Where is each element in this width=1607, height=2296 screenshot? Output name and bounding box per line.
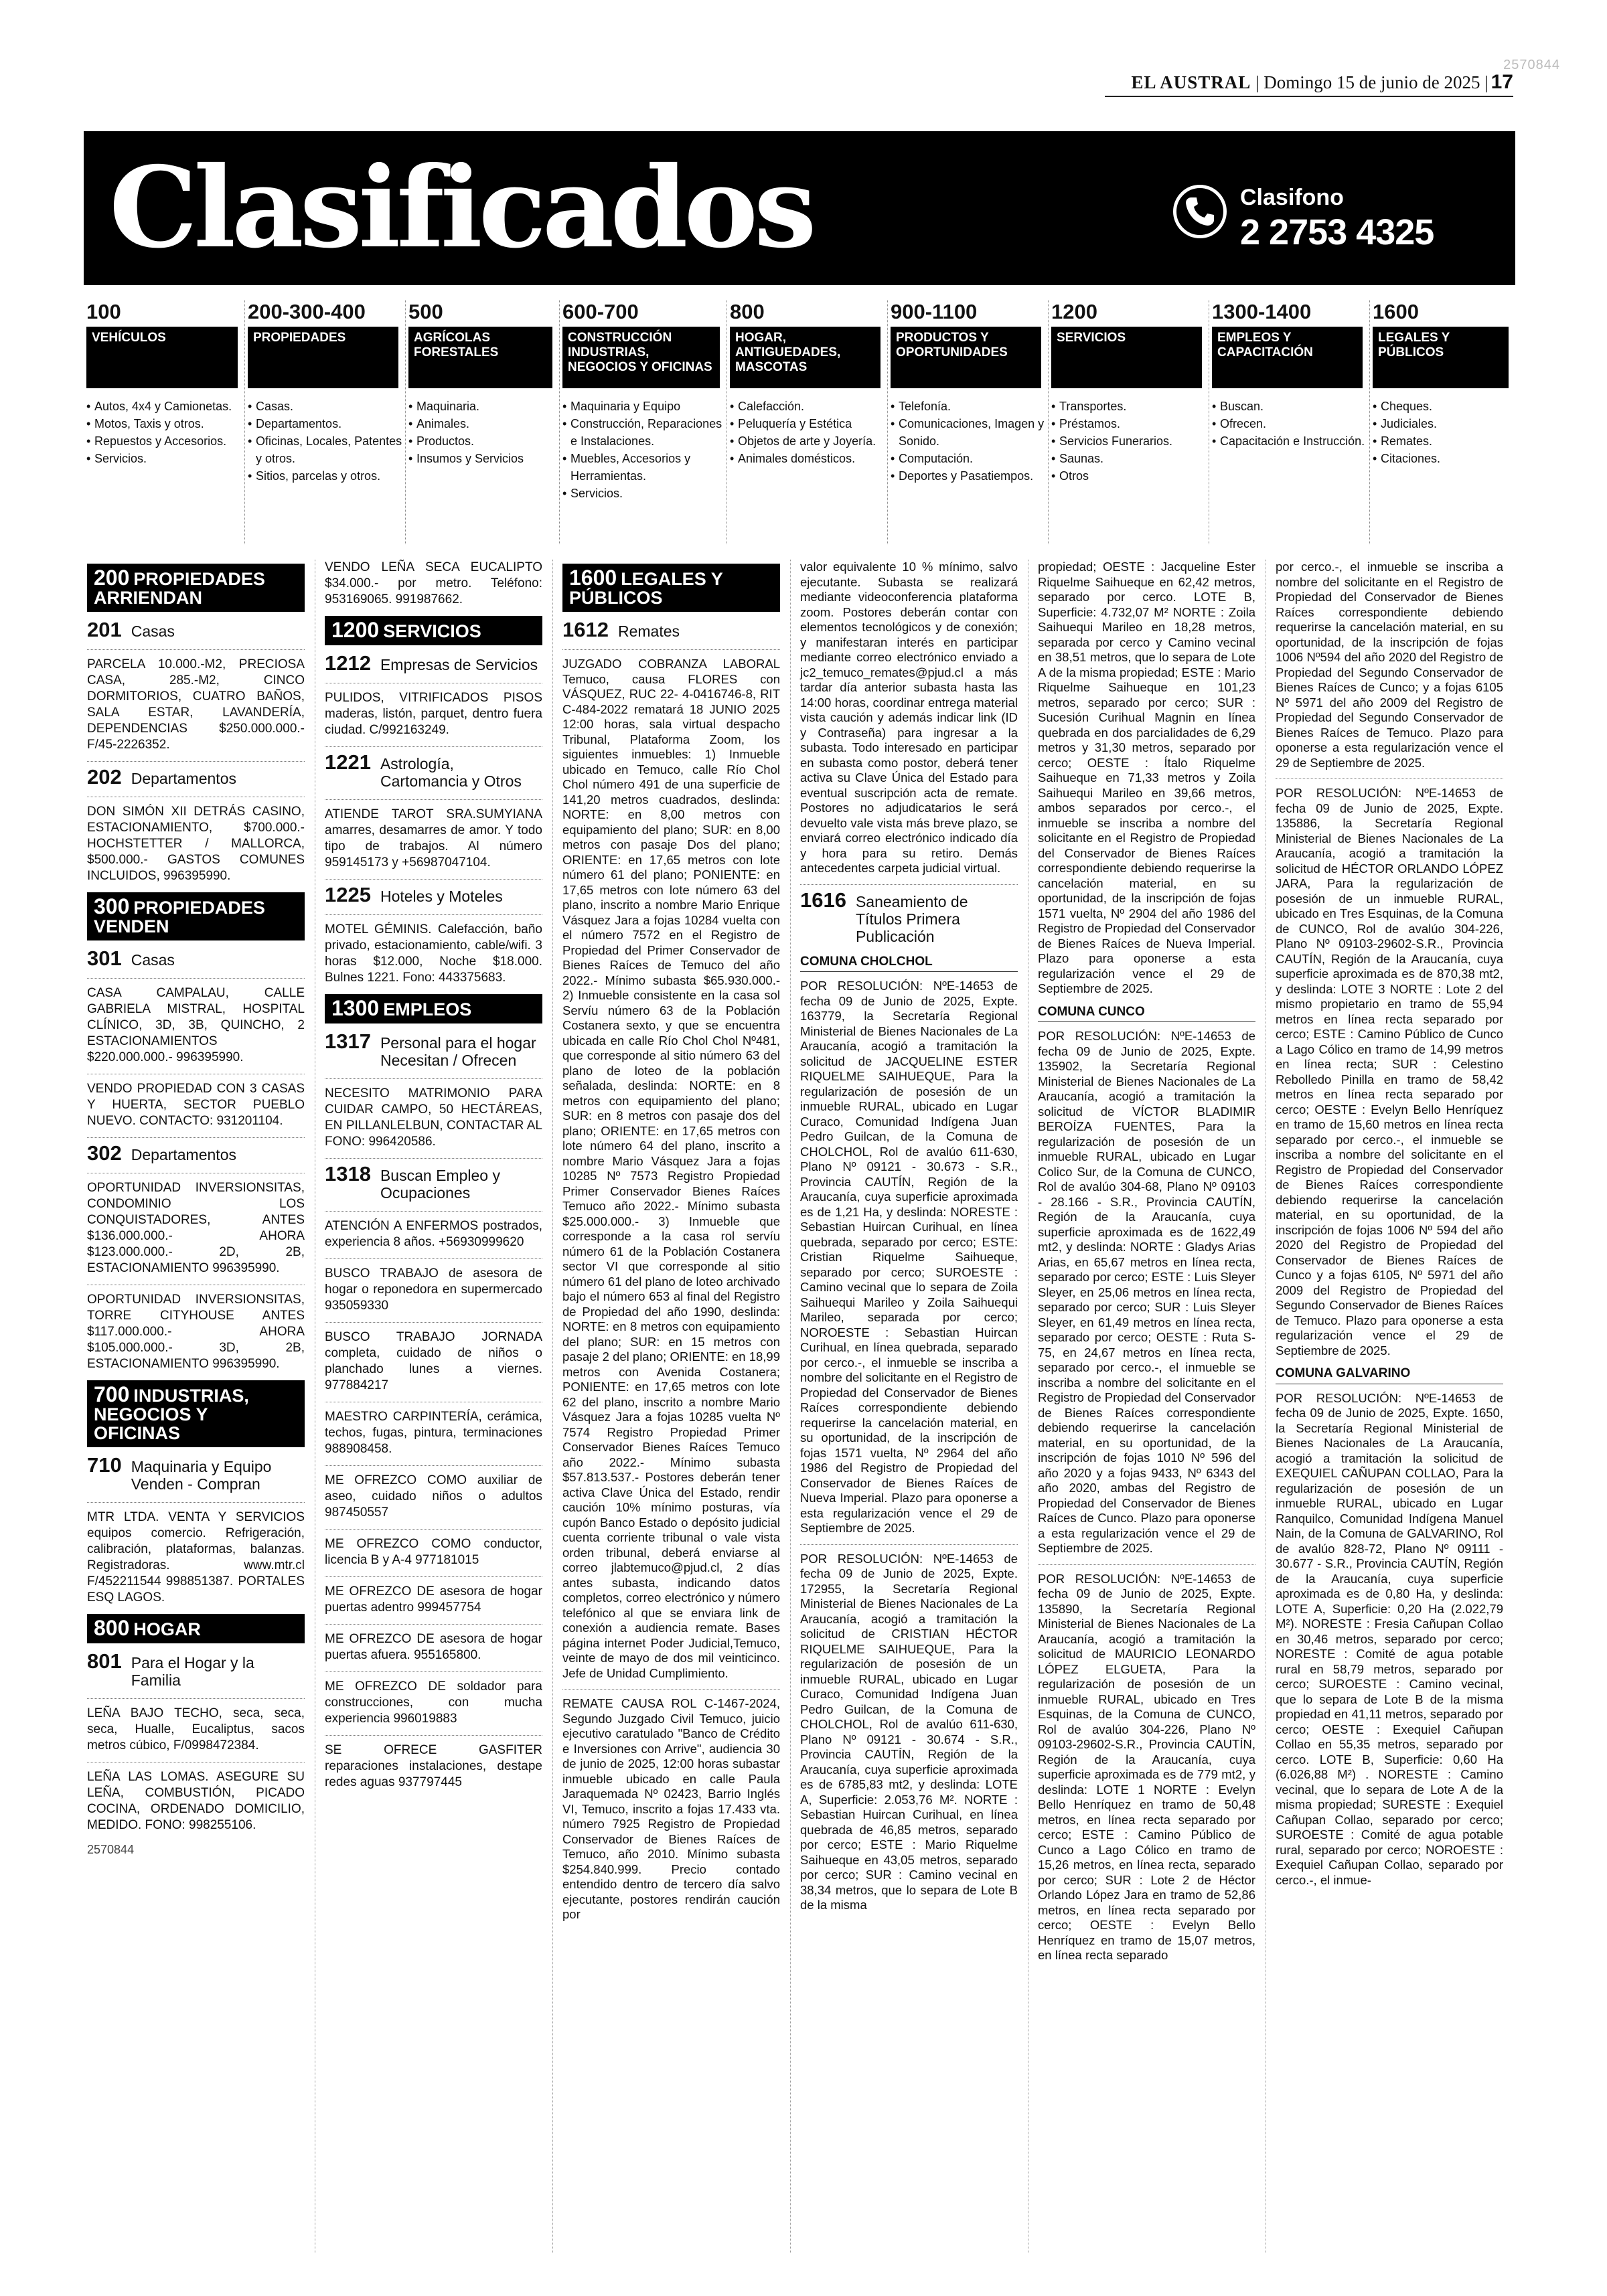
category-item: • Servicios.: [562, 485, 726, 502]
legal-notice: POR RESOLUCIÓN: NºE-14653 de fecha 09 de Junio de 2025, Expte. 135886, la Secretaría Regional Ministerial de Bienes Nacionales de La Araucanía, acogió a tramitación la solicitud de HÉCTOR ORLANDO LÓPEZ JARA, Para la regularización de posesión de un inmueble RURAL, ubicado en Tres Esquinas, de la Comuna de CUNCO, Rol de avalúo 304-226, Plano Nº 09103-29602-S.R., Provincia CAUTÍN, Región de la Araucanía, cuya superficie aproximada es de 870,38 mt2, y deslinda: LOTE 3 NORTE : Lote 2 del mismo propietario en tramo de 55,94 metros en línea recta separado por cerco; ESTE : Camino Público de Cunco a Lago Cólico en tramo de 14,99 metros en línea recta; SUR : Celestino Rebolledo Pinilla en tramo de 58,42 metros en línea recta separado por cerco; OESTE : Evelyn Bello Henríquez en tramo de 15,60 metros en línea recta separado por cerco.-, el inmueble se inscriba a nombre del solicitante en el Registro de Propiedad del Conservador de Bienes Raíces correspondiente debiendo requerirse la cancelación material, en su oportunidad, de la inscripción de fojas 1006 Nº 594 del año 2020 del Registro de Propiedad del Conservador de Bienes Raíces de Cunco y a fojas 6105, Nº 5971 del año 2009 del Registro de Propiedad del Segundo Conservador de Bienes Raíces de Temuco. Plazo para oponerse a esta regularización vence el 29 de Septiembre de 2025.: [1276, 786, 1503, 1358]
category-900-1100: [887, 300, 1048, 544]
legal-notice: POR RESOLUCIÓN: NºE-14653 de fecha 09 de Junio de 2025, Expte. 172955, la Secretaría Regional Ministerial de Bienes Nacionales de La Araucanía, acogió a tramitación la solicitud de CRISTIAN HÉCTOR RIQUELME SAIHUEQUE, Para la regularización de posesión de un inmueble RURAL, ubicado en Lugar Curaco, Comunidad Indígena Juan Pedro Guilcan, de la Comuna de CHOLCHOL, Rol de avalúo 611-630, Plano Nº 09121 - 30.674 - S.R., Provincia CAUTÍN, Región de la Araucanía, cuya superficie aproximada es de 6785,83 mt2, y deslinda: LOTE A, Superficie: 2.053,76 M². NORTE : Sebastian Huircan Curihual, en línea quebrada de 46,85 metros, separado por cerco; ESTE : Mario Riquelme Saihueque en 43,05 metros, separado por cerco; SUR : Camino vecinal en 38,34 metros, que lo separa de Lote B de la misma: [800, 1551, 1018, 1912]
phone-icon: [1173, 185, 1227, 238]
category-item: • Telefonía.: [891, 398, 1048, 415]
subsection-1225: 1225 Hoteles y Moteles: [325, 883, 503, 906]
category-item: • Insumos y Servicios: [408, 450, 559, 467]
section-header-700: 700 INDUSTRIAS, NEGOCIOS Y OFICINAS: [87, 1380, 305, 1447]
category-item: • Saunas.: [1051, 450, 1209, 467]
subsection-302: 302 Departamentos: [87, 1141, 236, 1165]
category-code: 1600: [1373, 300, 1419, 323]
subsection-1318: 1318 Buscan Empleo y Ocupaciones: [325, 1162, 500, 1202]
category-item: • Calefacción.: [730, 398, 887, 415]
legal-notice: JUZGADO COBRANZA LABORAL Temuco, causa FLORES con VÁSQUEZ, RUC 22- 4-0416746-8, RIT C-484-2022 rematará 18 JUNIO 2025 12:00 horas, sala virtual despacho Tribunal, Plataforma Zoom, los siguientes inmuebles: 1) Inmueble ubicado en Temuco, calle Río Chol Chol número 491 de una superficie de 141,20 metros cuadrados, deslinda: NORTE: en 8,00 metros con equipamiento del plano; SUR: en 8,00 metros con pasaje Dos del plano; ORIENTE: en 17,65 metros con lote número 61 del plano; PONIENTE: en 17,65 metros con lote número 63 del plano, inscrito a nombre Mario Enrique Vásquez Jara a fojas 10284 vuelta con el número 7572 en el Registro de Propiedad del Primer Conservador de Bienes Raíces de Temuco del año 2022.- Mínimo subasta $65.930.000.- 2) Inmueble consistente en la casa sol Servíu número 63 de la Población Costanera sexto, y que se encuentra ubicada en calle Río Chol Chol Nº481, que corresponde al sitio número 63 del plano de loteo de la población señalada, deslinda: NORTE: en 8 metros con equipamiento del plano; SUR: en 8 metros con pasaje dos del plano; ORIENTE: en 17,65 metros con lote número 64 del plano, inscrito a nombre Mario Vásquez Jara a fojas 10285 Nº 7573 Registro Propiedad Primer Conservador Bienes Raíces Temuco año 2022.- Mínimo subasta $25.000.000.- 3) Inmueble que corresponde a la casa rol servíu número 61 de la Población Costanera sector VI que corresponde al sitio número 61 del plano de loteo archivado bajo el número 653 al final del Registro de Propiedad del año 1990, deslinda: NORTE: en 8 metros con equipamiento del plano; SUR: en 15 metros con pasaje 2 del plano; ORIENTE: en 18,99 metros con Avenida Costanera; PONIENTE: en 17,65 metros con lote 62 del plano, inscrito a nombre Mario Vásquez Jara a fojas 10285 vuelta Nº 7574 Registro Propiedad Primer Conservador Bienes Raíces Temuco año 2022.- Mínimo subasta $57.813.537.- Postores deberán tener activa Clave Única del Estado, rendir caución 10% mínimo posturas, vía cupón Banco Estado o depósito judicial cuenta corriente tribunal o vale vista orden tribunal, deberá enviarse al correo jlabtemuco@pjud.cl, 2 días antes subasta, indicando datos completos, correo electrónico y número telefónico al que se enviara link de conexión a audiencia remate. Bases página internet Poder Judicial,Temuco, veinte de mayo de dos mil veinticinco. Jefe de Unidad Cumplimiento.: [562, 657, 781, 1680]
category-item: • Maquinaria y Equipo: [562, 398, 726, 415]
ad-code-stamp: 2570844: [87, 1843, 135, 1856]
classified-ad: VENDO PROPIEDAD CON 3 CASAS Y HUERTA, SECTOR PUEBLO NUEVO. CONTACTO: 931201104.: [87, 1082, 305, 1128]
category-100: [84, 300, 244, 544]
category-label: VEHÍCULOS: [86, 327, 238, 388]
section-header-800: 800 HOGAR: [87, 1614, 305, 1643]
category-label: SERVICIOS: [1051, 327, 1202, 388]
section-header-1200: 1200 SERVICIOS: [325, 616, 542, 645]
legal-notice: POR RESOLUCIÓN: NºE-14653 de fecha 09 de Junio de 2025, Expte. 1650, la Secretaría Regional Ministerial de Bienes Nacionales de La Araucanía, acogió a tramitación la solicitud de EXEQUIEL CAÑUPAN COLLAO, Para la regularización de posesión de un inmueble RURAL, ubicado en Lugar Ranquilco, Comunidad Indígena Manuel Nain, de la Comuna de GALVARINO, Rol de avalúo 828-72, Plano Nº 09111 - 30.677 - S.R., Provincia CAUTÍN, Región de la Araucanía, cuya superficie aproximada es de 0,80 Ha, y deslinda: LOTE A, Superficie: 0,20 Ha (2.022,79 M²). NORESTE : Fresia Cañupan Collao en 30,46 metros, separado por cerco; NORESTE : Comité de agua potable rural en 58,79 metros, separado por cerco; SUROESTE : Camino vecinal, que lo separa de Lote B de la misma propiedad en 41,11 metros, separado por cerco; OESTE : Exequiel Cañupan Collao en 55,35 metros, separado por cerco. LOTE B, Superficie: 0,60 Ha (6.026,88 M²) . NORESTE : Camino vecinal, que lo separa de Lote A de la misma propiedad; SURESTE : Exequiel Cañupan Collao, separado por cerco; SUROESTE : Comité de agua potable rural, separado por cerco; NOROESTE : Exequiel Cañupan Collao, separado por cerco.-, el inmue-: [1276, 1390, 1503, 1887]
category-item: • Maquinaria.: [408, 398, 559, 415]
category-code: 100: [86, 300, 121, 323]
subsection-1212: 1212 Empresas de Servicios: [325, 651, 538, 675]
column-2: [325, 560, 542, 1799]
classified-ad: NECESITO MATRIMONIO PARA CUIDAR CAMPO, 50 HECTÁREAS, EN PILLANLELBUN, CONTACTAR AL FONO: 996420586.: [325, 1086, 542, 1149]
category-item: • Autos, 4x4 y Camionetas.: [86, 398, 244, 415]
category-item: • Otros: [1051, 467, 1209, 485]
category-items: [1051, 398, 1209, 485]
category-1200: [1048, 300, 1209, 544]
category-label: HOGAR, ANTIGUEDADES, MASCOTAS: [730, 327, 881, 388]
classified-ad: MAESTRO CARPINTERÍA, cerámica, techos, fugas, pintura, terminaciones 988908458.: [325, 1410, 542, 1456]
category-item: • Ofrecen.: [1212, 415, 1369, 432]
category-1300-1400: [1209, 300, 1369, 544]
category-items: [1373, 398, 1515, 467]
category-item: • Casas.: [248, 398, 405, 415]
subsection-801: 801 Para el Hogar y la Familia: [87, 1649, 254, 1689]
classified-ad: ME OFREZCO COMO auxiliar de aseo, cuidado niños o adultos 987450557: [325, 1473, 542, 1520]
category-item: • Departamentos.: [248, 415, 405, 432]
category-item: • Préstamos.: [1051, 415, 1209, 432]
category-code: 600-700: [562, 300, 639, 323]
column-4: [800, 560, 1018, 1921]
column-3: [562, 560, 780, 1931]
category-item: • Transportes.: [1051, 398, 1209, 415]
category-code: 900-1100: [891, 300, 978, 323]
category-label: PROPIEDADES: [248, 327, 398, 388]
subsection-301: 301 Casas: [87, 947, 175, 970]
category-item: • Oficinas, Locales, Patentes y otros.: [248, 432, 405, 467]
comuna-header: COMUNA CUNCO: [1038, 1005, 1255, 1023]
category-item: • Computación.: [891, 450, 1048, 467]
category-code: 1300-1400: [1212, 300, 1312, 323]
classified-ad: CASA CAMPALAU, CALLE GABRIELA MISTRAL, HOSPITAL CLÍNICO, 3D, 3B, QUINCHO, 2 ESTACIONAMIENTOS $220.000.000.- 996395990.: [87, 986, 305, 1064]
subsection-201: 201 Casas: [87, 618, 175, 641]
page-folio: EL AUSTRAL | Domingo 15 de junio de 2025 | 17: [1105, 71, 1513, 97]
classified-ad: DON SIMÓN XII DETRÁS CASINO, ESTACIONAMIENTO, $700.000.- HOCHSTETTER / MALLORCA, $500.000.- GASTOS COMUNES INCLUIDOS, 996395990.: [87, 805, 305, 883]
category-index: [84, 300, 1515, 544]
category-500: [405, 300, 559, 544]
category-item: • Comunicaciones, Imagen y Sonido.: [891, 415, 1048, 450]
category-item: • Buscan.: [1212, 398, 1369, 415]
section-title: Clasificados: [109, 143, 813, 273]
category-item: • Animales domésticos.: [730, 450, 887, 467]
issue-date: Domingo 15 de junio de 2025: [1264, 72, 1480, 92]
comuna-header: COMUNA CHOLCHOL: [800, 955, 1018, 973]
category-items: [408, 398, 559, 467]
classified-ad: PARCELA 10.000.-M2, PRECIOSA CASA, 285.-M2, CINCO DORMITORIOS, CUATRO BAÑOS, SALA ESTAR, LAVANDERÍA, DEPENDENCIAS $250.000.000.- F/45-2226352.: [87, 657, 305, 752]
subsection-1317: 1317 Personal para el hogar Necesitan / Ofrecen: [325, 1030, 536, 1069]
column-6: [1276, 560, 1503, 1896]
legal-notice: por cerco.-, el inmueble se inscriba a nombre del solicitante en el Registro de Propiedad del Conservador de Bienes Raíces correspondiente debiendo requerirse la cancelación material, en su oportunidad, de la inscripción de fojas 1006 Nº594 del año 2020 del Registro de Propiedad del Segundo Conservador de Bienes Raíces de Cunco; y a fojas 6105 Nº 5971 del año 2009 del Registro de Propiedad del Segundo Conservador de Bienes Raíces de Temuco. Plazo para oponerse a esta regularización vence el 29 de Septiembre de 2025.: [1276, 560, 1503, 770]
classified-ad: SE OFRECE GASFITER reparaciones instalaciones, destape redes aguas 937797445: [325, 1743, 542, 1789]
classified-ad: MTR LTDA. VENTA Y SERVICIOS equipos comercio. Refrigeración, calibración, plataformas, balanzas. Registradoras. www.mtr.cl F/452211544 998851387. PORTALES ESQ LAGOS.: [87, 1510, 305, 1605]
classified-ad: LEÑA BAJO TECHO, seca, seca, seca, Hualle, Eucaliptus, sacos metros cúbico, F/0998472384.: [87, 1706, 305, 1752]
classified-ad: PULIDOS, VITRIFICADOS PISOS maderas, listón, parquet, dentro fuera ciudad. C/992163249.: [325, 691, 542, 737]
category-1600: [1369, 300, 1515, 544]
legal-notice: propiedad; OESTE : Jacqueline Ester Riquelme Saihueque en 62,42 metros, separado por cerco. LOTE B, Superficie: 4.732,07 M² NORTE : Zoila Saihuequi Marileo en 18,28 metros, separada por cerco y Camino vecinal en 38,51 metros, que lo separa de Lote A de la misma propiedad; ESTE : Mario Riquelme Saihueque en 101,23 metros, separado por cerco; SUR : Sucesión Curihual Magnin en línea quebrada en dos parcialidades de 6,29 metros y 31,30 metros, separado por cerco; OESTE : Ítalo Riquelme Saihueque en 71,33 metros y Zoila Saihuequi Marileo en 39,66 metros, ambos separados por cerco.-, el inmueble se inscriba a nombre del solicitante en el Registro de Propiedad del Conservador de Bienes Raíces correspondiente debiendo requerirse la cancelación material, en su oportunidad, de la inscripción de fojas 1571 vuelta, Nº 2904 del año 1986 del Registro de Propiedad del Conservador de Bienes Raíces de Nueva Imperial. Plazo para oponerse a esta regularización vence el 29 de Septiembre de 2025.: [1038, 560, 1255, 995]
category-item: • Servicios Funerarios.: [1051, 432, 1209, 450]
classified-ad: ME OFREZCO DE soldador para construcciones, con mucha experiencia 996019883: [325, 1679, 542, 1726]
category-label: CONSTRUCCIÓN INDUSTRIAS, NEGOCIOS Y OFICINAS: [562, 327, 720, 388]
classified-ad: ME OFREZCO COMO conductor, licencia B y A-4 977181015: [325, 1537, 542, 1567]
legal-notice: REMATE CAUSA ROL C-1467-2024, Segundo Juzgado Civil Temuco, juicio ejecutivo caratulado "Banco de Crédito e Inversiones con Arrive", audiencia 30 de junio de 2025, 12:00 horas subastar inmueble ubicado en calle Paula Jaraquemada Nº 02423, Barrio Inglés VI, Temuco, inscrito a fojas 17.433 vta. número 7925 Registro de Propiedad Conservador de Bienes Raíces de Temuco, año 2010. Mínimo subasta $254.840.999. Precio contado entendido dentro de tercero día salvo ejecutante, postores rendirán caución por: [562, 1696, 780, 1921]
legal-notice: valor equivalente 10 % mínimo, salvo ejecutante. Subasta se realizará mediante videoconferencia plataforma zoom. Postores deberán contar con elementos tecnológicos y de conexión; y manifestaran interés en participar mediante correo electrónico enviado a jc2_temuco_remates@pjud.cl a más tardar día anterior subasta hasta las 14:00 horas, coordinar entrega material vista caución y además indicar link (ID y Contraseña) para ingresar a la subasta. Todo interesado en participar en subasta como postor, deberá tener activa su Clave Única del Estado para eventual suscripción acta de remate. Postores no adjudicatarios le será devuelto vale vista más breve plazo, se enviará correo electrónico indicado día y hora para su retiro. Demás antecedentes carpeta judicial virtual.: [800, 560, 1018, 875]
classified-ad: LEÑA LAS LOMAS. ASEGURE SU LEÑA, COMBUSTIÓN, PICADO COCINA, ORDENADO DOMICILIO, MEDIDO. FONO: 998255106.: [87, 1770, 305, 1832]
category-items: [1212, 398, 1369, 450]
section-header-1600: 1600 LEGALES Y PÚBLICOS: [562, 564, 780, 612]
classified-ad: OPORTUNIDAD INVERSIONSITAS, CONDOMINIO LOS CONQUISTADORES, ANTES $136.000.000.- AHORA $123.000.000.- 2D, 2B, ESTACIONAMIENTO 996395990.: [87, 1181, 305, 1275]
category-item: • Objetos de arte y Joyería.: [730, 432, 887, 450]
classified-ad: ATIENDE TAROT SRA.SUMYIANA amarres, desamarres de amor. Y todo tipo de trabajos. Al número 959145173 y +56987047104.: [325, 807, 542, 870]
category-items: [891, 398, 1048, 485]
category-200-300-400: [244, 300, 405, 544]
category-label: PRODUCTOS Y OPORTUNIDADES: [891, 327, 1041, 388]
newspaper-name: EL AUSTRAL: [1131, 72, 1251, 92]
category-label: LEGALES Y PÚBLICOS: [1373, 327, 1509, 388]
legal-notice: POR RESOLUCIÓN: NºE-14653 de fecha 09 de Junio de 2025, Expte. 135902, la Secretaría Regional Ministerial de Bienes Nacionales de La Araucanía, acogió a tramitación la solicitud de VÍCTOR BLADIMIR BEROÍZA FUENTES, Para la regularización de posesión de un inmueble RURAL, ubicado en Lugar Colico Sur, de la Comuna de CUNCO, Rol de avalúo 304-68, Plano Nº 09103 - 28.166 - S.R., Provincia CAUTÍN, Región de la Araucanía, cuya superficie aproximada es de 1622,49 mt2, y deslinda: NORTE : Gladys Arias Arias, en 65,67 metros en línea recta, separado por cerco; ESTE : Luis Sleyer Sleyer, en 25,06 metros en línea recta, separado por cerco; SUR : Luis Sleyer Sleyer, en 61,49 metros en línea recta, separado por cerco; OESTE : Ruta S-75, en 24,67 metros en línea recta, separado por cerco.-, el inmueble se inscriba a nombre del solicitante en el Registro de Propiedad del Conservador de Bienes Raíces correspondiente debiendo requerirse la cancelación material, en su oportunidad, de la inscripción de fojas 1010 Nº 596 del año 2020 y a fojas 9433, Nº 6343 del año 2020, ambas del Registro de Propiedad del Conservador de Bienes Raíces de Cunco. Plazo para oponerse a esta regularización vence el 29 de Septiembre de 2025.: [1038, 1029, 1255, 1555]
subsection-1221: 1221 Astrología, Cartomancia y Otros: [325, 750, 522, 790]
category-item: • Judiciales.: [1373, 415, 1515, 432]
legal-notice: POR RESOLUCIÓN: NºE-14653 de fecha 09 de Junio de 2025, Expte. 163779, la Secretaría Regional Ministerial de Bienes Nacionales de La Araucanía, acogió a tramitación la solicitud de JACQUELINE ESTER RIQUELME SAIHUEQUE, Para la regularización de posesión de un inmueble RURAL, ubicado en Lugar Curaco, Comunidad Indígena Juan Pedro Guilcan, de la Comuna de CHOLCHOL, Rol de avalúo 611-630, Plano Nº 09121 - 30.673 - S.R., Provincia CAUTÍN, Región de la Araucanía, cuya superficie aproximada es de 1,21 Ha, y deslinda: NORESTE : Sebastian Huircan Curihual, en línea quebrada, separado por cerco; ESTE: Cristian Riquelme Saihueque, separado por cerco; SUROESTE : Camino vecinal que lo separa de Zoila Saihuequi Marileo y Zoila Saihuequi Marileo, separada por cerco; NOROESTE : Sebastian Huircan Curihual, en línea quebrada, separado por cerco.-, el inmueble se inscriba a nombre del solicitante en el Registro de Propiedad del Conservador de Bienes Raíces correspondiente debiendo requerirse la cancelación material, en su oportunidad, de la inscripción de fojas 1571 vuelta, Nº 2964 del año 1986 del Registro de Propiedad del Conservador de Bienes Raíces de Nueva Imperial. Plazo para oponerse a esta regularización vence el 29 de Septiembre de 2025.: [800, 979, 1018, 1535]
category-label: AGRÍCOLAS FORESTALES: [408, 327, 552, 388]
category-item: • Cheques.: [1373, 398, 1515, 415]
category-item: • Construcción, Reparaciones e Instalaciones.: [562, 415, 726, 450]
category-item: • Productos.: [408, 432, 559, 450]
category-item: • Servicios.: [86, 450, 244, 467]
section-header-1300: 1300 EMPLEOS: [325, 994, 542, 1023]
category-item: • Sitios, parcelas y otros.: [248, 467, 405, 485]
subsection-710: 710 Maquinaria y Equipo Venden - Compran: [87, 1453, 272, 1493]
clasifono-number: 2 2753 4325: [1240, 212, 1434, 252]
column-1: [87, 560, 305, 1858]
category-code: 1200: [1051, 300, 1097, 323]
category-code: 200-300-400: [248, 300, 366, 323]
section-header-300: 300 PROPIEDADES VENDEN: [87, 892, 305, 940]
category-item: • Citaciones.: [1373, 450, 1515, 467]
category-code: 800: [730, 300, 765, 323]
category-label: EMPLEOS Y CAPACITACIÓN: [1212, 327, 1363, 388]
clasifono-label: Clasifono: [1240, 185, 1344, 210]
category-items: [86, 398, 244, 467]
category-item: • Remates.: [1373, 432, 1515, 450]
category-items: [730, 398, 887, 467]
category-item: • Peluquería y Estética: [730, 415, 887, 432]
classified-ad: ME OFREZCO DE asesora de hogar puertas afuera. 955165800.: [325, 1632, 542, 1662]
category-item: • Animales.: [408, 415, 559, 432]
category-item: • Repuestos y Accesorios.: [86, 432, 244, 450]
subsection-1616: 1616 Saneamiento de Títulos Primera Publicación: [800, 888, 968, 945]
category-items: [248, 398, 405, 485]
page-number-stamp: 2570844: [1503, 58, 1560, 72]
classified-ad: ME OFREZCO DE asesora de hogar puertas adentro 999457754: [325, 1584, 542, 1615]
classified-ad: VENDO LEÑA SECA EUCALIPTO $34.000.- por metro. Teléfono: 953169065. 991987662.: [325, 560, 542, 606]
category-item: • Deportes y Pasatiempos.: [891, 467, 1048, 485]
section-header-200: 200 PROPIEDADES ARRIENDAN: [87, 564, 305, 612]
subsection-1612: 1612 Remates: [562, 618, 680, 641]
category-code: 500: [408, 300, 443, 323]
classified-ad: BUSCO TRABAJO JORNADA completa, cuidado de niños o planchado lunes a viernes. 977884217: [325, 1330, 542, 1392]
category-item: • Muebles, Accesorios y Herramientas.: [562, 450, 726, 485]
legal-notice: POR RESOLUCIÓN: NºE-14653 de fecha 09 de Junio de 2025, Expte. 135890, la Secretaría Regional Ministerial de Bienes Nacionales de La Araucanía, acogió a tramitación la solicitud de MAURICIO LEONARDO LÓPEZ ELGUETA, Para la regularización de posesión de un inmueble RURAL, ubicado en Tres Esquinas, de la Comuna de CUNCO, Rol de avalúo 304-226, Plano Nº 09103-29602-S.R., Provincia CAUTÍN, Región de la Araucanía, cuya superficie aproximada es de 779 mt2, y deslinda: LOTE 1 NORTE : Evelyn Bello Henríquez en tramo de 50,48 metros, en línea recta separado por cerco; ESTE : Camino Público de Cunco a Lago Cólico en tramo de 15,26 metros, en línea recta, separado por cerco; SUR : Lote 2 de Héctor Orlando López Jara en tramo de 52,86 metros, en línea recta separado por cerco; OESTE : Evelyn Bello Henríquez en tramo de 15,07 metros, en línea recta separado: [1038, 1571, 1255, 1962]
classified-ad: BUSCO TRABAJO de asesora de hogar o reponedora en supermercado 935059330: [325, 1266, 542, 1313]
category-items: [562, 398, 726, 502]
comuna-header: COMUNA GALVARINO: [1276, 1366, 1503, 1384]
page-number: 17: [1490, 71, 1513, 93]
column-5: [1038, 560, 1255, 1971]
classifieds-banner: [84, 131, 1515, 285]
classified-ad: ATENCIÓN A ENFERMOS postrados, experiencia 8 años. +56930999620: [325, 1219, 542, 1249]
classified-ad: MOTEL GÉMINIS. Calefacción, baño privado, estacionamiento, cable/wifi. 3 horas $12.000, Noche $18.000. Bulnes 1221. Fono: 443375683.: [325, 922, 542, 985]
category-600-700: [559, 300, 726, 544]
subsection-202: 202 Departamentos: [87, 765, 236, 789]
category-item: • Capacitación e Instrucción.: [1212, 432, 1369, 450]
category-item: • Motos, Taxis y otros.: [86, 415, 244, 432]
classified-ad: OPORTUNIDAD INVERSIONSITAS, TORRE CITYHOUSE ANTES $117.000.000.- AHORA $105.000.000.- 3D, 2B, ESTACIONAMIENTO 996395990.: [87, 1293, 305, 1371]
category-800: [726, 300, 887, 544]
